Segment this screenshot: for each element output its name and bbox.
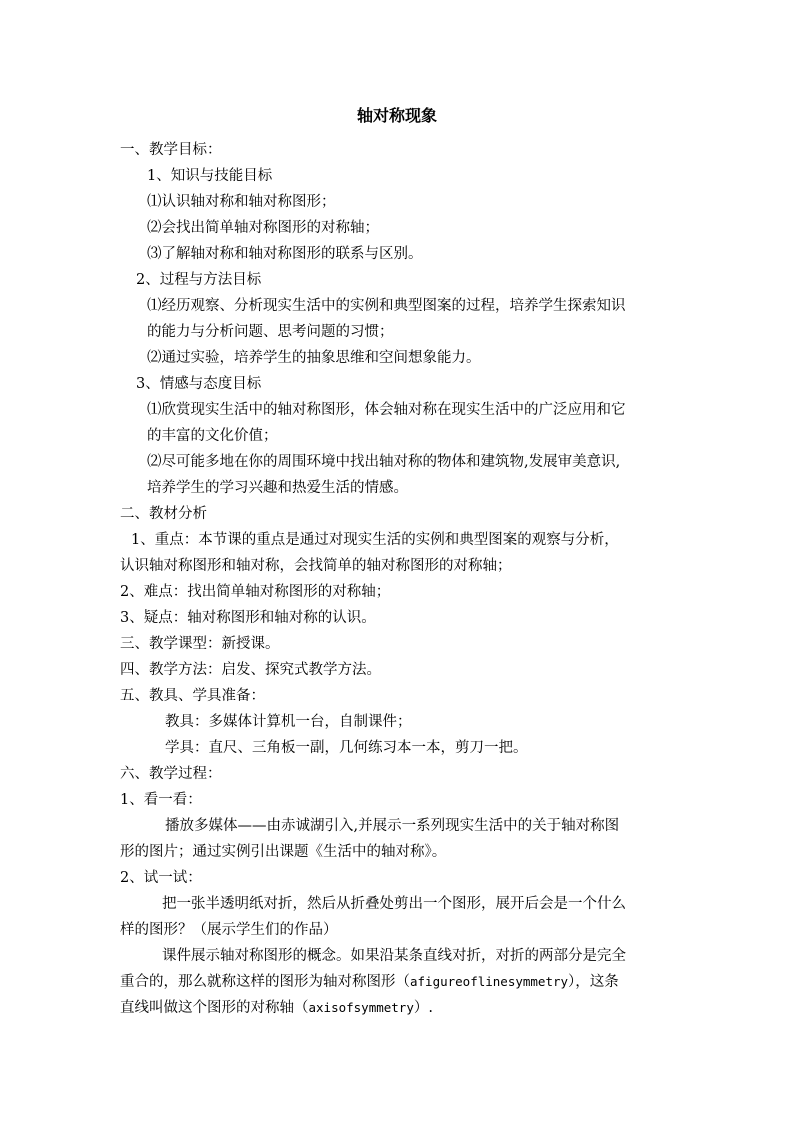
text-run: ）.	[413, 1000, 433, 1016]
list-item: ⑵会找出简单轴对称图形的对称轴；	[147, 220, 379, 236]
paragraph-line: 3、疑点：轴对称图形和轴对称的认识。	[120, 610, 376, 626]
paragraph-line: 教具：多媒体计算机一台，自制课件；	[165, 714, 412, 730]
list-item: ⑵尽可能多地在你的周围环境中找出轴对称的物体和建筑物,发展审美意识,	[147, 454, 621, 470]
list-item-continued: 的能力与分析问题、思考问题的习惯；	[147, 324, 394, 340]
list-item: ⑴欣赏现实生活中的轴对称图形，体会轴对称在现实生活中的广泛应用和它	[147, 402, 626, 418]
paragraph-line: 学具：直尺、三角板一副，几何练习本一本，剪刀一把。	[165, 740, 528, 756]
list-item: ⑴认识轴对称和轴对称图形；	[147, 194, 336, 210]
paragraph-line: 把一张半透明纸对折，然后从折叠处剪出一个图形，展开后会是一个什么	[162, 896, 626, 912]
list-item-continued: 培养学生的学习兴趣和热爱生活的情感。	[147, 480, 408, 496]
subsection-heading: 2、试一试：	[120, 870, 202, 886]
text-run: 直线叫做这个图形的对称轴（	[120, 1000, 309, 1016]
section-heading: 三、教学课型：新授课。	[120, 636, 280, 652]
paragraph-line: 2、难点：找出简单轴对称图形的对称轴；	[120, 584, 391, 600]
subsection-heading: 2、过程与方法目标	[136, 272, 262, 288]
list-item: ⑴经历观察、分析现实生活中的实例和典型图案的过程，培养学生探索知识	[147, 298, 626, 314]
section-heading: 二、教材分析	[120, 506, 207, 522]
list-item: ⑶了解轴对称和轴对称图形的联系与区别。	[147, 246, 423, 262]
list-item: ⑵通过实验，培养学生的抽象思维和空间想象能力。	[147, 350, 481, 366]
paragraph-line: 1、重点：本节课的重点是通过对现实生活的实例和典型图案的观察与分析，	[131, 532, 619, 548]
paragraph-line	[120, 995, 675, 1021]
section-heading: 六、教学过程：	[120, 766, 222, 782]
section-heading: 五、教具、学具准备：	[120, 688, 265, 704]
paragraph-line: 形的图片；通过实例引出课题《生活中的轴对称》。	[120, 844, 447, 860]
text-run: ），这条	[568, 974, 619, 990]
document-title: 轴对称现象	[356, 106, 437, 125]
list-item-continued: 的丰富的文化价值；	[147, 428, 278, 444]
english-term: afigureoflinesymmetry	[410, 974, 569, 989]
paragraph-line	[120, 969, 675, 995]
section-heading: 一、教学目标：	[120, 142, 222, 158]
paragraph-line: 播放多媒体——由赤诚湖引入,并展示一系列现实生活中的关于轴对称图	[165, 818, 620, 834]
paragraph-line: 课件展示轴对称图形的概念。如果沿某条直线对折，对折的两部分是完全	[162, 948, 626, 964]
paragraph-line: 样的图形？（展示学生们的作品）	[120, 922, 338, 938]
text-run: 重合的，那么就称这样的图形为轴对称图形（	[120, 974, 410, 990]
subsection-heading: 1、看一看：	[120, 792, 202, 808]
english-term: axisofsymmetry	[308, 1000, 414, 1015]
section-heading: 四、教学方法：启发、探究式教学方法。	[120, 662, 381, 678]
subsection-heading: 1、知识与技能目标	[147, 168, 273, 184]
paragraph-line: 认识轴对称图形和轴对称，会找简单的轴对称图形的对称轴；	[120, 558, 512, 574]
subsection-heading: 3、情感与态度目标	[136, 376, 262, 392]
